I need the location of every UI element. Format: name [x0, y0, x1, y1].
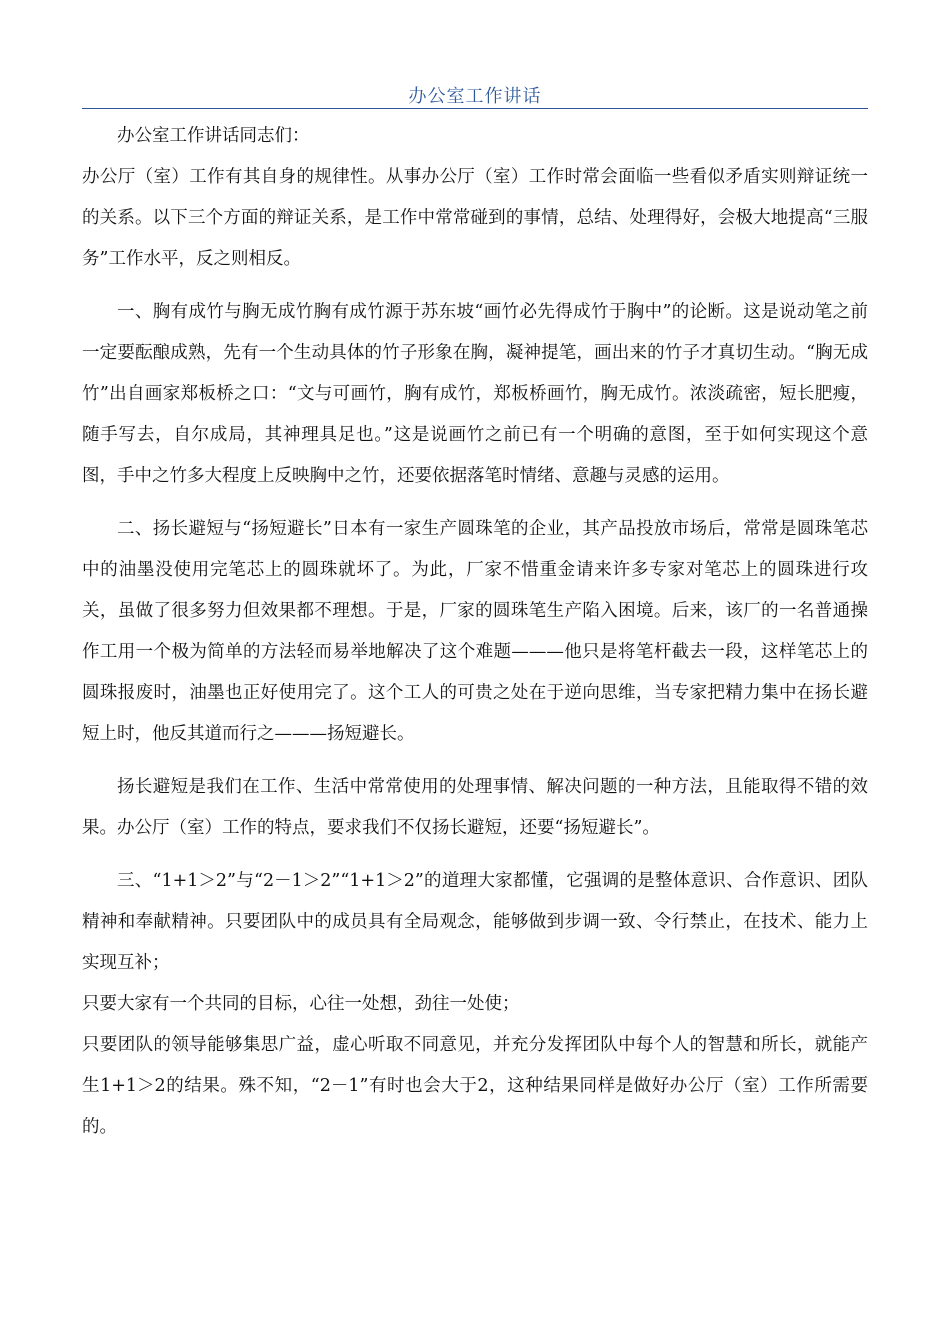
paragraph-common-goal: 只要大家有一个共同的目标，心往一处想，劲往一处使； [82, 994, 520, 1014]
paragraph-section-one: 一、胸有成竹与胸无成竹胸有成竹源于苏东坡“画竹必先得成竹于胸中”的论断。这是说动笔之前一定要酝酿成熟，先有一个生动具体的竹子形象在胸，凝神提笔，画出来的竹子才真切生动。“胸无成竹”出自画家郑板桥之口：“文与可画竹，胸有成竹，郑板桥画竹，胸无成竹。浓淡疏密，短长肥瘦，随手写去，自尔成局，其神理具足也。”这是说画竹之前已有一个明确的意图，至于如何实现这个意图，手中之竹多大程度上反映胸中之竹，还要依据落笔时情绪、意趣与灵感的运用。 [82, 302, 868, 486]
paragraph-greeting: 办公室工作讲话同志们： [117, 126, 310, 146]
paragraph-intro: 办公厅（室）工作有其自身的规律性。从事办公厅（室）工作时常会面临一些看似矛盾实则辩证统一的关系。以下三个方面的辩证关系，是工作中常常碰到的事情，总结、处理得好，会极大地提高“三服务”工作水平，反之则相反。 [82, 167, 868, 269]
paragraph-section-two: 二、扬长避短与“扬短避长”日本有一家生产圆珠笔的企业，其产品投放市场后，常常是圆珠笔芯中的油墨没使用完笔芯上的圆珠就坏了。为此，厂家不惜重金请来许多专家对笔芯上的圆珠进行攻关，虽做了很多努力但效果都不理想。于是，厂家的圆珠笔生产陷入困境。后来，该厂的一名普通操作工用一个极为简单的方法轻而易举地解决了这个难题———他只是将笔杆截去一段，这样笔芯上的圆珠报废时，油墨也正好使用完了。这个工人的可贵之处在于逆向思维，当专家把精力集中在扬长避短上时，他反其道而行之———扬短避长。 [82, 519, 868, 744]
paragraph-section-two-summary: 扬长避短是我们在工作、生活中常常使用的处理事情、解决问题的一种方法，且能取得不错的效果。办公厅（室）工作的特点，要求我们不仅扬长避短，还要“扬短避长”。 [82, 777, 868, 838]
header-title: 办公室工作讲话 [408, 86, 542, 107]
header-divider [82, 108, 868, 109]
paragraph-conclusion: 只要团队的领导能够集思广益，虚心听取不同意见，并充分发挥团队中每个人的智慧和所长，就能产生1+1＞2的结果。殊不知，“2－1”有时也会大于2，这种结果同样是做好办公厅（室）工作所需要的。 [82, 1035, 868, 1137]
paragraph-section-three: 三、“1+1＞2”与“2－1＞2”“1+1＞2”的道理大家都懂，它强调的是整体意识、合作意识、团队精神和奉献精神。只要团队中的成员具有全局观念，能够做到步调一致、令行禁止，在技术、能力上实现互补； [82, 871, 868, 973]
document-body [82, 116, 868, 1148]
